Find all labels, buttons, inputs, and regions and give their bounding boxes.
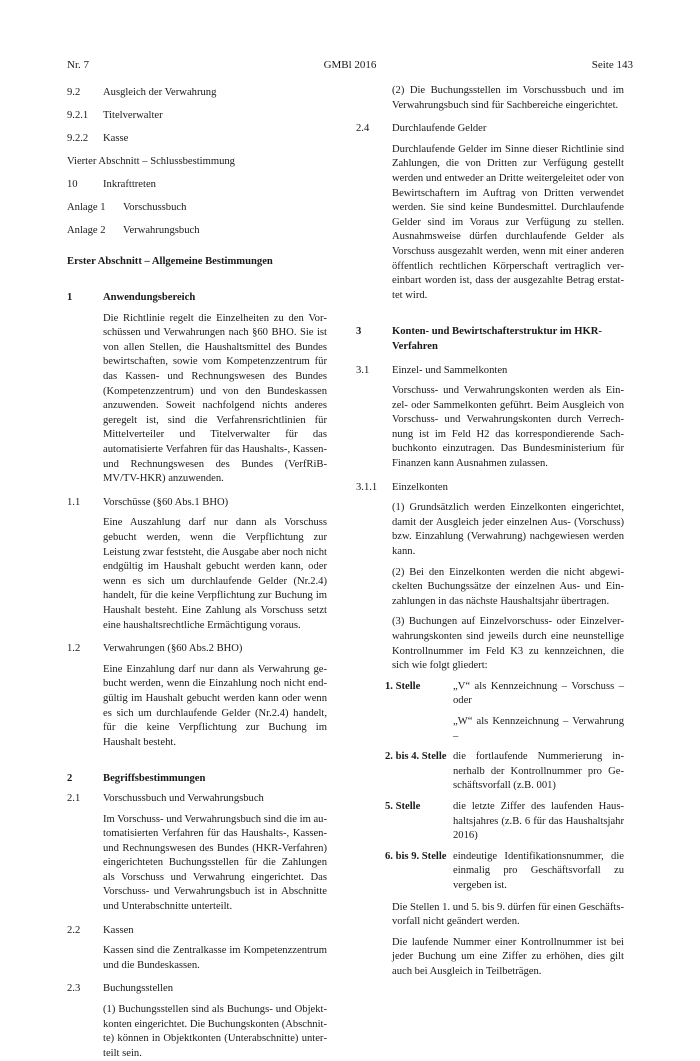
- paragraph: Durchlaufende Gelder im Sinne dieser Richtlinie sind Zahlungen, die von Dritten zur Verfügung gestellt werden und entweder an Dritte weitergeleitet oder von Bewirtschaftern im Auftrag von Dritten verwendet werden. Sie sind keine Bundesmittel. Durchlaufende Gelder sind im Voraus zur Verfügung zu stellen. Ausnahmsweise dürfen durchlaufende Gelder als Vorschuss ausgezahlt werden, wenn mit einer anderen öffentlich rechtlichen Körperschaft vertraglich vereinbart worden ist, dass der ausgezahlte Betrag erstattet wird.: [392, 143, 624, 301]
- subsection-heading: [67, 792, 327, 807]
- section-title: Begriffsbestimmungen: [103, 773, 206, 785]
- subsection-heading: [67, 496, 327, 511]
- kontroll-text: eindeutige Identifikationsnummer, die einmalig pro Geschäftsvorfall zu vergeben ist.: [453, 850, 624, 891]
- subsection-heading: [67, 642, 327, 657]
- kontroll-label: [385, 715, 453, 744]
- subsection-number: 1.1: [67, 496, 81, 508]
- chapter-heading: Erster Abschnitt – Allgemeine Bestimmungen: [67, 255, 273, 267]
- subsection-title: Verwahrungen (§60 Abs.2 BHO): [103, 643, 243, 655]
- toc-item: [67, 224, 327, 239]
- subsection-heading: [67, 982, 327, 997]
- subsection-number: 2.1: [67, 792, 81, 804]
- toc-item: [67, 178, 327, 193]
- left-column: [67, 86, 327, 1061]
- toc-item: [67, 132, 327, 147]
- paragraph: Die Richtlinie regelt die Einzelheiten zu den Vorschüssen und Verwahrungen nach §60 BHO. Sie ist von allen Stellen, die Haushaltsmittel des Bundes bewirtschaften, sowie vom Kompetenzzentrum für das Kassen- und Rechnungswesen des Bundes (Kompetenzzentrum) und von den Bundeskassen anzuwenden. Soweit nachfolgend nichts anderes geregelt ist, sind die Verfahrensrichtlinien für Mittelverteiler und Titelverwalter für das automatisierte Verfahren für das Haushalts-, Kassen- und Rechnungswesen des Bundes (VerfRiB-MV/TV-HKR) anzuwenden.: [103, 312, 327, 485]
- kontroll-row: [385, 680, 624, 709]
- toc-title: Vierter Abschnitt – Schlussbestimmung: [67, 155, 235, 167]
- kontroll-text: die letzte Ziffer des laufenden Haushaltsjahres (z.B. 6 für das Haushaltsjahr 2016): [453, 800, 624, 842]
- subsection-number: 2.2: [67, 924, 81, 936]
- paragraph: (2) Bei den Einzelkonten werden die nicht abgewickelten Buchungssätze der einzelnen Aus- und Einzahlungen in das nächste Haushaltsjahr übertragen.: [392, 566, 624, 607]
- issue-number: Nr. 7: [67, 59, 89, 71]
- kontroll-text: „V“ als Kennzeichnung – Vorschuss – oder: [453, 680, 624, 707]
- paragraph: Vorschuss- und Verwahrungskonten werden als Einzel- oder Sammelkonten geführt. Beim Ausgleich von Vorschuss- und Verwahrungskonten durch Verrechnung ist im Feld H2 das korrespondierende Sachbuchkonto einzutragen. Das Bundesministerium für Finanzen kann Ausnahmen zulassen.: [392, 385, 624, 470]
- journal-name: GMBl 2016: [323, 59, 377, 71]
- subsection-number: 2.4: [356, 123, 370, 135]
- section-heading: [356, 325, 624, 354]
- subsection-title: Vorschüsse (§60 Abs.1 BHO): [103, 496, 229, 508]
- section-number: 1: [67, 292, 73, 304]
- paragraph: Die laufende Nummer einer Kontrollnummer ist bei jeder Buchung um eine Ziffer zu erhöhen, dies gilt auch bei Ausgleich in Teilbeträgen.: [392, 936, 624, 977]
- paragraph: Eine Einzahlung darf nur dann als Verwahrung gebucht werden, wenn die Einzahlung noch nicht endgültig im Haushalt gebucht werden kann oder wenn es sich um durchlaufende Gelder (Nr.2.4) handelt, für die keine Verpflichtung zur Buchung im Haushalt besteht.: [103, 663, 327, 748]
- toc-item: [67, 201, 327, 216]
- subsection-heading: [67, 924, 327, 939]
- paragraph: (1) Grundsätzlich werden Einzelkonten eingerichtet, damit der Ausgleich jeder einzelnen Aus- (Vorschuss) bzw. Einzahlung (Verwahrung) nachgewiesen werden kann.: [392, 502, 624, 558]
- toc-title: Inkrafttreten: [103, 178, 156, 190]
- kontrollnummer-table: [385, 680, 624, 894]
- toc-number: Anlage 2: [67, 224, 106, 236]
- paragraph: (3) Buchungen auf Einzelvorschuss- oder Einzelverwahrungskonten sind jeweils durch eine neunstellige Kontrollnummer im Feld K3 zu kennzeichnen, die sich wie folgt gliedert:: [392, 616, 624, 672]
- kontroll-row: [385, 750, 624, 794]
- section-title: Konten- und Bewirtschafterstruktur im HKR-Verfahren: [392, 326, 602, 352]
- kontroll-label: 1. Stelle: [385, 680, 421, 692]
- subsection-heading: [356, 122, 624, 137]
- subsection-title: Durchlaufende Gelder: [392, 123, 487, 135]
- section-heading: [67, 772, 327, 787]
- subsection-heading: [356, 364, 624, 379]
- paragraph: (1) Buchungsstellen sind als Buchungs- und Objektkonten eingerichtet. Die Buchungskonten (Abschnitte) können in Objektkonten (Unterabschnitte) unterteilt sein.: [103, 1004, 327, 1059]
- toc-item: [67, 155, 327, 170]
- toc-number: 9.2: [67, 87, 81, 98]
- paragraph: Kassen sind die Zentralkasse im Kompetenzzentrum und die Bundeskassen.: [103, 945, 327, 971]
- section-title: Anwendungsbereich: [103, 292, 196, 304]
- subsection-title: Einzel- und Sammelkonten: [392, 364, 508, 376]
- subsection-title: Vorschussbuch und Verwahrungsbuch: [103, 792, 264, 804]
- paragraph: Die Stellen 1. und 5. bis 9. dürfen für einen Geschäftsvorfall nicht geändert werden.: [392, 901, 624, 928]
- kontroll-row: [385, 800, 624, 844]
- toc-title: Ausgleich der Verwahrung: [103, 87, 217, 98]
- right-column: [356, 86, 624, 979]
- subsection-heading: [356, 481, 624, 496]
- kontroll-label: 6. bis 9. Stelle: [385, 850, 447, 862]
- toc-title: Kasse: [103, 132, 129, 144]
- section-number: 2: [67, 773, 73, 785]
- subsection-title: Kassen: [103, 924, 134, 936]
- kontroll-row: [385, 715, 624, 744]
- toc-title: Titelverwalter: [103, 109, 163, 121]
- kontroll-label: 5. Stelle: [385, 800, 421, 812]
- subsection-number: 1.2: [67, 643, 81, 655]
- paragraph: Im Vorschuss- und Verwahrungsbuch sind die im automatisierten Verfahren für das Haushalts-, Kassen- und Rechnungswesen des Bundes (HKR-Verfahren) eingerichteten Buchungsstellen für die Zahlungen als Vorschuss und Verwahrung eingerichtet. Das Vorschuss- und Verwahrungsbuch ist in Abschnitte und Unterabschnitte unterteilt.: [103, 813, 327, 913]
- toc-number: Anlage 1: [67, 201, 106, 213]
- toc-number: 9.2.2: [67, 132, 89, 144]
- toc-title: Vorschussbuch: [123, 201, 187, 213]
- paragraph: Eine Auszahlung darf nur dann als Vorschuss gebucht werden, wenn die Verpflichtung zur Leistung zwar feststeht, die Ausgabe aber noch nicht endgültig im Haushalt gebucht werden kann, oder wenn es sich um durchlaufende Gelder (Nr.2.4) handelt, für die keine Verpflichtung zur Buchung im Haushalt besteht. Eine Zahlung als Vorschuss setzt eine haushaltsrechtliche Ermächtigung voraus.: [103, 517, 327, 631]
- subsection-title: Buchungsstellen: [103, 983, 174, 995]
- page-header: [67, 58, 633, 72]
- toc-item: [67, 109, 327, 124]
- kontroll-row: [385, 850, 624, 894]
- paragraph: (2) Die Buchungsstellen im Vorschussbuch und im Verwahrungsbuch sind für Sachbereiche eingerichtet.: [392, 85, 624, 111]
- subsection-title: Einzelkonten: [392, 481, 448, 493]
- kontroll-text: die fortlaufende Nummerierung innerhalb der Kontrollnummer pro Geschäftsvorfall (z.B. 001): [453, 751, 624, 792]
- subsection-number: 3.1.1: [356, 481, 378, 493]
- page-number: Seite 143: [591, 59, 633, 71]
- toc-item: [67, 86, 327, 101]
- toc-title: Verwahrungsbuch: [123, 224, 200, 236]
- subsection-number: 2.3: [67, 983, 81, 995]
- section-number: 3: [356, 326, 362, 338]
- subsection-number: 3.1: [356, 364, 370, 376]
- toc-number: 9.2.1: [67, 109, 89, 121]
- kontroll-label: 2. bis 4. Stelle: [385, 751, 447, 763]
- toc-number: 10: [67, 178, 78, 190]
- section-heading: [67, 291, 327, 306]
- kontroll-text: „W“ als Kennzeichnung – Verwahrung –: [453, 715, 624, 742]
